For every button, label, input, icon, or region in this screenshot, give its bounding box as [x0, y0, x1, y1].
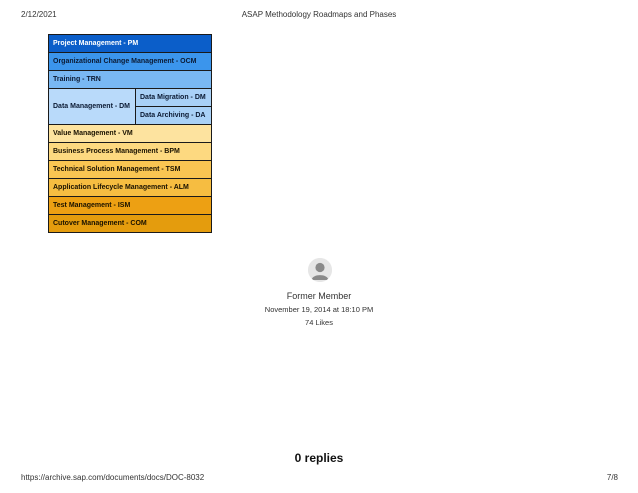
roadmap-cell-vm: Value Management - VM [49, 125, 212, 143]
roadmap-cell-data-migration: Data Migration - DM [136, 89, 212, 107]
roadmap-row [49, 197, 212, 215]
roadmap-row [49, 161, 212, 179]
roadmap-row [49, 179, 212, 197]
roadmap-cell-ism: Test Management - ISM [49, 197, 212, 215]
roadmap-cell-data-archiving: Data Archiving - DA [136, 107, 212, 125]
likes-count: 74 Likes [305, 318, 333, 327]
roadmap-cell-com: Cutover Management - COM [49, 215, 212, 233]
roadmap-row [49, 143, 212, 161]
roadmap-cell-dm: Data Management - DM [49, 89, 136, 125]
replies-heading: 0 replies [294, 451, 344, 465]
roadmap-row [49, 53, 212, 71]
print-date: 2/12/2021 [21, 10, 57, 19]
roadmap-row [49, 215, 212, 233]
page-number: 7/8 [606, 473, 618, 482]
print-title: ASAP Methodology Roadmaps and Phases [241, 10, 397, 19]
roadmap-cell-bpm: Business Process Management - BPM [49, 143, 212, 161]
print-url: https://archive.sap.com/documents/docs/DOC-8032 [21, 473, 205, 482]
avatar-silhouette-icon [308, 258, 332, 282]
user-avatar-icon[interactable] [308, 258, 332, 282]
roadmap-row [49, 89, 212, 107]
roadmap-row [49, 35, 212, 53]
roadmap-row [49, 71, 212, 89]
author-name[interactable]: Former Member [286, 291, 352, 301]
roadmap-cell-ocm: Organizational Change Management - OCM [49, 53, 212, 71]
post-timestamp: November 19, 2014 at 18:10 PM [264, 305, 374, 314]
roadmap-cell-alm: Application Lifecycle Management - ALM [49, 179, 212, 197]
roadmap-cell-trn: Training - TRN [49, 71, 212, 89]
roadmap-cell-tsm: Technical Solution Management - TSM [49, 161, 212, 179]
roadmap-row [49, 125, 212, 143]
asap-roadmap-table [48, 34, 212, 233]
roadmap-cell-pm: Project Management - PM [49, 35, 212, 53]
